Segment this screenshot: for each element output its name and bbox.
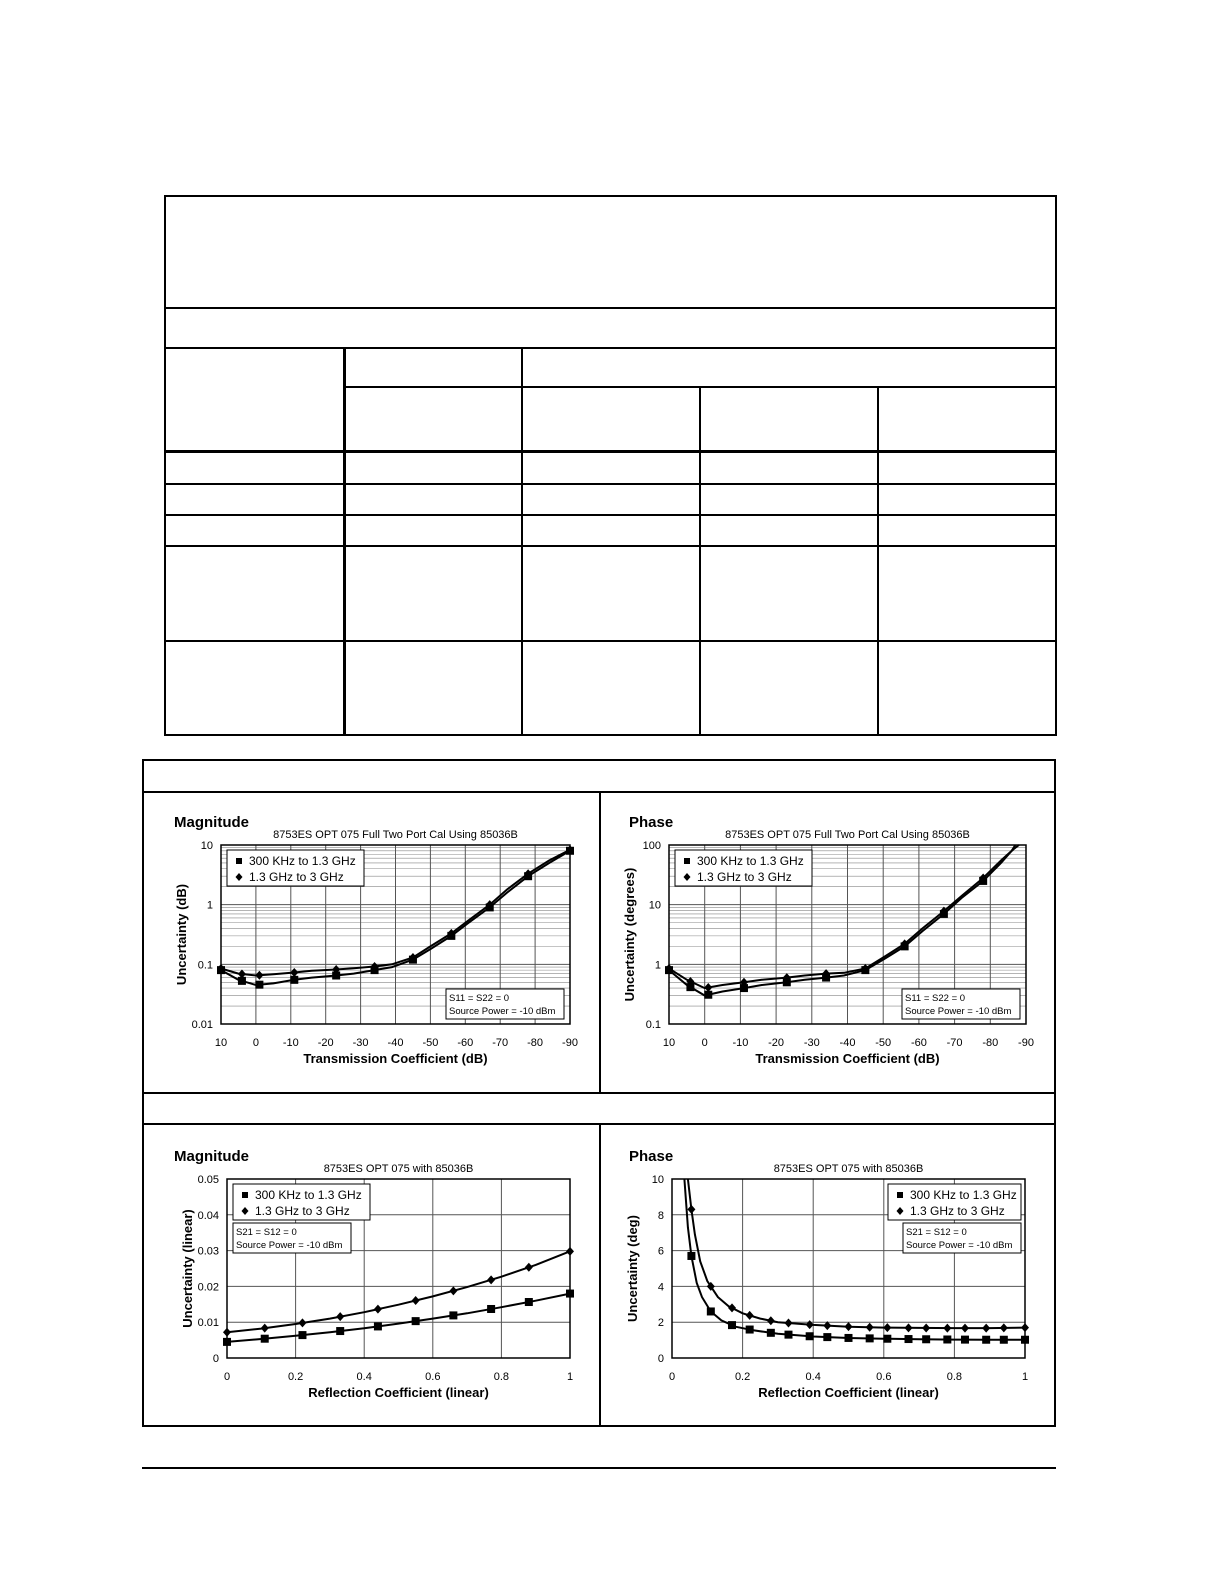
data-point-diamond xyxy=(728,1303,736,1312)
legend-label: 300 KHz to 1.3 GHz xyxy=(697,854,804,868)
legend-label: 1.3 GHz to 3 GHz xyxy=(910,1204,1005,1218)
data-point-square xyxy=(1021,1336,1029,1344)
data-point-square xyxy=(566,1290,574,1298)
data-point-diamond xyxy=(784,1319,792,1328)
data-point-square xyxy=(336,1327,344,1335)
y-tick-label: 0.01 xyxy=(191,1019,213,1031)
x-tick-label: 0.6 xyxy=(425,1371,441,1383)
y-tick-label: 100 xyxy=(642,840,661,852)
data-point-diamond xyxy=(1000,1323,1008,1332)
x-tick-label: -40 xyxy=(387,1037,404,1049)
y-tick-label: 10 xyxy=(648,899,661,912)
data-point-diamond xyxy=(525,1263,533,1272)
y-tick-label: 6 xyxy=(657,1245,664,1258)
y-tick-label: 10 xyxy=(200,840,213,852)
data-point-square xyxy=(255,981,263,989)
x-tick-label: -20 xyxy=(768,1037,785,1049)
chart-heading: Magnitude xyxy=(174,1148,249,1165)
y-tick-label: 0.03 xyxy=(197,1245,219,1258)
note-text: Source Power = -10 dBm xyxy=(905,1006,1012,1017)
x-tick-label: 0.8 xyxy=(946,1371,963,1383)
data-point-square xyxy=(525,1298,533,1306)
data-point-square xyxy=(374,1322,382,1330)
data-point-diamond xyxy=(982,1324,990,1333)
data-point-square xyxy=(449,1311,457,1319)
data-point-diamond xyxy=(704,983,712,992)
data-point-diamond xyxy=(255,971,263,980)
data-point-diamond xyxy=(449,1286,457,1295)
legend-marker-square xyxy=(236,858,242,864)
x-tick-label: 0 xyxy=(701,1037,708,1049)
series-line xyxy=(227,1294,570,1342)
x-axis-label: Transmission Coefficient (dB) xyxy=(303,1051,488,1066)
legend-label: 300 KHz to 1.3 GHz xyxy=(910,1188,1017,1202)
x-tick-label: -30 xyxy=(352,1037,369,1049)
x-tick-label: 1 xyxy=(1021,1371,1029,1383)
data-point-square xyxy=(943,1335,951,1343)
data-point-diamond xyxy=(746,1311,754,1320)
data-point-square xyxy=(298,1331,306,1339)
data-point-diamond xyxy=(922,1323,930,1332)
x-tick-label: -60 xyxy=(457,1037,474,1049)
x-tick-label: 0.4 xyxy=(805,1371,821,1383)
data-point-square xyxy=(412,1317,420,1325)
data-point-square xyxy=(290,976,298,984)
x-tick-label: -80 xyxy=(982,1037,999,1049)
data-point-diamond xyxy=(412,1296,420,1305)
legend-marker-square xyxy=(684,858,690,864)
data-point-diamond xyxy=(845,1322,853,1331)
x-tick-label: 10 xyxy=(214,1037,228,1049)
x-tick-label: -50 xyxy=(422,1037,439,1049)
x-tick-label: 10 xyxy=(662,1037,676,1049)
legend-label: 1.3 GHz to 3 GHz xyxy=(255,1204,350,1218)
x-tick-label: -90 xyxy=(562,1037,578,1049)
y-tick-label: 1 xyxy=(206,899,213,912)
y-tick-label: 4 xyxy=(657,1281,664,1294)
y-tick-label: 0.04 xyxy=(197,1209,219,1222)
note-text: Source Power = -10 dBm xyxy=(236,1240,343,1251)
data-point-square xyxy=(866,1334,874,1342)
x-axis-label: Reflection Coefficient (linear) xyxy=(308,1385,489,1400)
chart-heading: Phase xyxy=(629,1148,674,1165)
data-point-diamond xyxy=(883,1323,891,1332)
data-point-square xyxy=(223,1338,231,1346)
legend-label: 1.3 GHz to 3 GHz xyxy=(249,870,344,884)
chart-title: 8753ES OPT 075 Full Two Port Cal Using 85036B xyxy=(725,829,970,841)
y-tick-label: 0.1 xyxy=(645,1019,661,1031)
data-point-square xyxy=(767,1329,775,1337)
chart-title: 8753ES OPT 075 with 85036B xyxy=(773,1163,924,1175)
chart-title: 8753ES OPT 075 Full Two Port Cal Using 85036B xyxy=(273,829,518,841)
data-point-diamond xyxy=(1021,1323,1029,1332)
x-tick-label: -70 xyxy=(946,1037,963,1049)
chart-heading: Magnitude xyxy=(174,814,249,831)
data-point-square xyxy=(823,1333,831,1341)
x-tick-label: 0.6 xyxy=(876,1371,892,1383)
y-tick-label: 1 xyxy=(654,959,661,972)
note-text: Source Power = -10 dBm xyxy=(906,1240,1013,1251)
y-axis-label: Uncertainty (dB) xyxy=(174,883,189,986)
data-point-square xyxy=(961,1336,969,1344)
note-text: S11 = S22 = 0 xyxy=(905,993,966,1004)
legend-label: 300 KHz to 1.3 GHz xyxy=(249,854,356,868)
data-point-square xyxy=(905,1335,913,1343)
note-text: Source Power = -10 dBm xyxy=(449,1006,556,1017)
x-axis-label: Transmission Coefficient (dB) xyxy=(755,1051,940,1066)
data-point-diamond xyxy=(687,1205,695,1214)
note-text: S11 = S22 = 0 xyxy=(449,993,510,1004)
data-point-diamond xyxy=(806,1320,814,1329)
data-point-diamond xyxy=(866,1323,874,1332)
legend-marker-square xyxy=(897,1192,903,1198)
data-point-square xyxy=(845,1334,853,1342)
y-axis-label: Uncertainty (linear) xyxy=(180,1209,195,1328)
legend-label: 1.3 GHz to 3 GHz xyxy=(697,870,792,884)
x-tick-label: 0 xyxy=(223,1371,231,1383)
x-tick-label: 0.2 xyxy=(287,1371,304,1383)
x-tick-label: -80 xyxy=(527,1037,544,1049)
y-tick-label: 10 xyxy=(651,1174,664,1186)
x-tick-label: -90 xyxy=(1018,1037,1034,1049)
y-tick-label: 0.01 xyxy=(197,1317,219,1330)
data-point-diamond xyxy=(943,1324,951,1333)
x-tick-label: -40 xyxy=(839,1037,856,1049)
y-tick-label: 8 xyxy=(657,1209,664,1222)
footer-rule xyxy=(142,1467,1056,1469)
data-point-diamond xyxy=(336,1312,344,1321)
legend-label: 300 KHz to 1.3 GHz xyxy=(255,1188,362,1202)
data-point-diamond xyxy=(767,1316,775,1325)
x-tick-label: -20 xyxy=(317,1037,334,1049)
x-tick-label: 1 xyxy=(566,1371,574,1383)
data-point-square xyxy=(487,1305,495,1313)
legend-marker-square xyxy=(242,1192,248,1198)
data-point-diamond xyxy=(290,968,298,977)
data-point-diamond xyxy=(961,1324,969,1333)
y-axis-label: Uncertainty (deg) xyxy=(625,1215,640,1322)
data-point-square xyxy=(982,1336,990,1344)
note-text: S21 = S12 = 0 xyxy=(236,1227,297,1238)
data-point-diamond xyxy=(298,1318,306,1327)
x-tick-label: 0 xyxy=(252,1037,259,1049)
chart-title: 8753ES OPT 075 with 85036B xyxy=(323,1163,474,1175)
y-tick-label: 0.1 xyxy=(197,959,213,972)
y-tick-label: 0 xyxy=(657,1353,664,1365)
data-point-diamond xyxy=(261,1324,269,1333)
y-tick-label: 0 xyxy=(212,1353,219,1365)
x-tick-label: -10 xyxy=(732,1037,749,1049)
data-point-square xyxy=(261,1335,269,1343)
x-tick-label: -50 xyxy=(875,1037,892,1049)
data-point-square xyxy=(707,1307,715,1315)
x-tick-label: 0.2 xyxy=(734,1371,751,1383)
x-axis-label: Reflection Coefficient (linear) xyxy=(758,1385,939,1400)
y-tick-label: 0.05 xyxy=(197,1174,219,1186)
series-line xyxy=(227,1251,570,1332)
y-axis-label: Uncertainty (degrees) xyxy=(622,867,637,1002)
data-point-square xyxy=(784,1331,792,1339)
data-point-diamond xyxy=(905,1323,913,1332)
x-tick-label: 0.8 xyxy=(493,1371,510,1383)
data-point-diamond xyxy=(374,1305,382,1314)
x-tick-label: 0 xyxy=(668,1371,676,1383)
data-point-square xyxy=(1000,1336,1008,1344)
data-point-square xyxy=(806,1332,814,1340)
x-tick-label: -60 xyxy=(910,1037,927,1049)
data-point-diamond xyxy=(566,1247,574,1256)
y-tick-label: 2 xyxy=(657,1317,664,1330)
x-tick-label: -70 xyxy=(492,1037,509,1049)
data-point-diamond xyxy=(223,1328,231,1337)
y-tick-label: 0.02 xyxy=(197,1281,219,1294)
data-point-square xyxy=(883,1335,891,1343)
data-point-square xyxy=(746,1326,754,1334)
data-point-square xyxy=(728,1321,736,1329)
data-point-square xyxy=(922,1335,930,1343)
data-point-square xyxy=(687,1252,695,1260)
x-tick-label: -30 xyxy=(803,1037,820,1049)
note-text: S21 = S12 = 0 xyxy=(906,1227,967,1238)
x-tick-label: -10 xyxy=(282,1037,299,1049)
data-point-diamond xyxy=(487,1275,495,1284)
chart-heading: Phase xyxy=(629,814,674,831)
x-tick-label: 0.4 xyxy=(356,1371,372,1383)
